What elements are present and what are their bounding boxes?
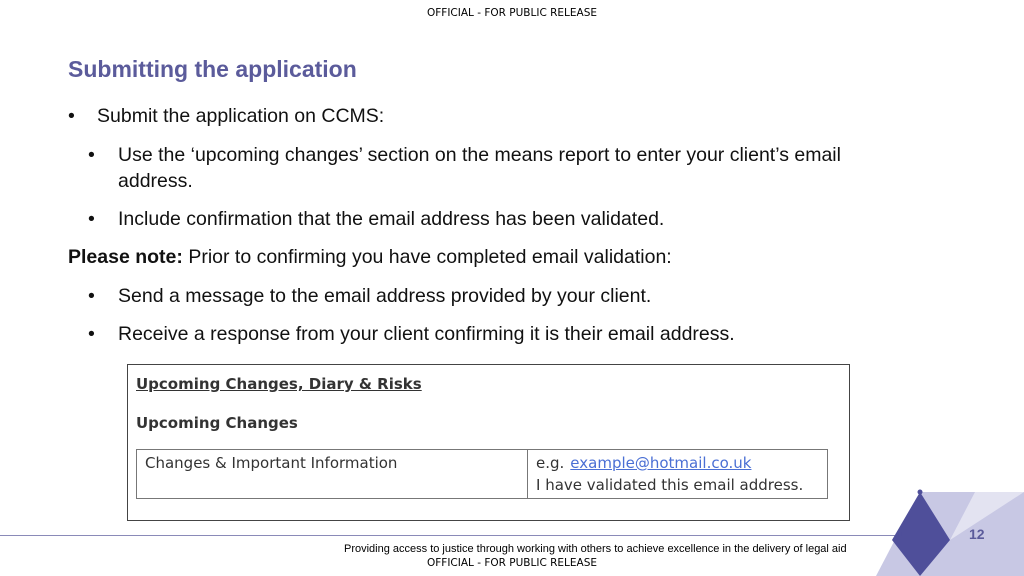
- example-email-link[interactable]: example@hotmail.co.uk: [570, 454, 752, 472]
- decor-dot: [918, 490, 923, 495]
- screenshot-heading: Upcoming Changes, Diary & Risks: [136, 375, 422, 393]
- footer-divider: [0, 535, 905, 536]
- please-note: [68, 246, 672, 269]
- footer-tagline: Providing access to justice through working with others to achieve excellence in the delivery of legal aid: [344, 543, 847, 555]
- note-text: Prior to confirming you have completed email validation:: [188, 246, 672, 268]
- bullet-text: Send a message to the email address provided by your client.: [118, 285, 652, 307]
- bullet-text: Receive a response from your client confirming it is their email address.: [118, 323, 735, 345]
- bullet-text-continued: address.: [118, 170, 193, 192]
- screenshot-subheading: Upcoming Changes: [136, 414, 298, 432]
- bullet-marker: •: [88, 323, 95, 345]
- value-line-2: I have validated this email address.: [536, 476, 804, 494]
- bullet-marker: •: [88, 208, 95, 230]
- classification-header: OFFICIAL - FOR PUBLIC RELEASE: [426, 7, 598, 19]
- page-number: 12: [969, 526, 985, 542]
- field-label: Changes & Important Information: [137, 450, 528, 499]
- value-prefix: e.g.: [536, 454, 565, 472]
- bullet-text: Use the ‘upcoming changes’ section on the means report to enter your client’s email: [118, 144, 841, 166]
- bullet-text: Include confirmation that the email address has been validated.: [118, 208, 665, 230]
- classification-footer: OFFICIAL - FOR PUBLIC RELEASE: [426, 557, 598, 569]
- bullet-text: Submit the application on CCMS:: [97, 105, 385, 127]
- bullet-marker: •: [88, 285, 95, 307]
- decor-dot: [898, 532, 902, 536]
- field-value: [528, 450, 828, 499]
- note-label: Please note:: [68, 246, 183, 268]
- ccms-screenshot: [127, 364, 850, 521]
- table-row: [137, 450, 828, 499]
- bullet-marker: •: [68, 105, 75, 127]
- bullet-marker: •: [88, 144, 95, 166]
- slide-title: Submitting the application: [68, 56, 357, 82]
- upcoming-changes-table: [136, 449, 828, 499]
